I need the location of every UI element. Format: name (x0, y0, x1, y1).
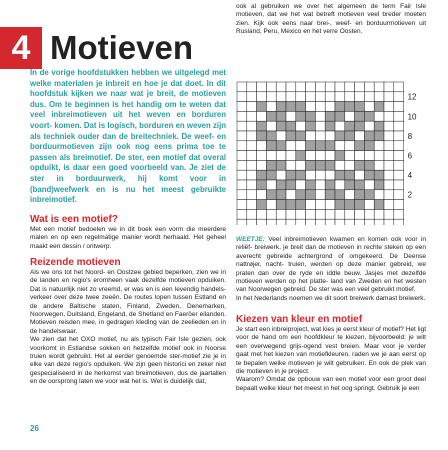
chart-cell (374, 131, 384, 141)
chart-cell (306, 121, 316, 131)
chart-cell (276, 151, 286, 161)
chart-cell (247, 200, 257, 210)
chart-cell (355, 160, 365, 170)
chart-cell (335, 111, 345, 121)
chart-cell (355, 102, 365, 112)
chart-cell (266, 219, 276, 225)
chart-cell (315, 190, 325, 200)
chart-cell (306, 170, 316, 180)
chart-cell (296, 131, 306, 141)
intro-text: In de vorige hoofdstukken hebben we uitgelegd met welke materialen je inbreit en hoe je dat doet. In dit hoofdstuk kijken we naar wat je breit, de motieven dus. Om te beginnen is het handig om te weten dat veel inbreimotieven uit het weven en borduren voort- komen. Dat is logisch, borduren en weven zijn als techniek ouder dan de breitechniek. De weef- en borduurmotieven zijn ook nog eens prima toe te passen als breimotief. De ster, een motief dat overal opduikt, is daar een goed voorbeeld van. Je ziet de ster in borduurwerk, hij komt voor in (band)weefwerk en is nu het meest gebruikte inbreimotief. (30, 68, 226, 205)
chart-cell (394, 111, 404, 121)
chart-cell (286, 92, 296, 102)
chart-cell (364, 121, 374, 131)
chart-cell (237, 160, 247, 170)
chart-cell (315, 160, 325, 170)
chart-cell (325, 160, 335, 170)
chart-cell (355, 209, 365, 219)
chart-cell (276, 82, 286, 92)
chart-cell (247, 160, 257, 170)
chart-cell (325, 219, 335, 225)
chart-cell (374, 180, 384, 190)
chart-cell (374, 190, 384, 200)
chart-cell (315, 219, 325, 225)
chart-cell (364, 160, 374, 170)
section-heading-choosing-color: Kiezen van kleur en motief (236, 314, 363, 325)
row-label: 8 (407, 131, 413, 141)
chart-cell (247, 102, 257, 112)
chart-cell (266, 141, 276, 151)
chart-cell (247, 190, 257, 200)
chart-cell (306, 160, 316, 170)
chart-cell (257, 160, 267, 170)
chart-cell (345, 131, 355, 141)
chart-cell (266, 131, 276, 141)
chart-cell (384, 82, 394, 92)
chart-cell (296, 141, 306, 151)
chart-cell (296, 219, 306, 225)
chart-cell (257, 190, 267, 200)
chart-cell (237, 151, 247, 161)
chart-cell (247, 82, 257, 92)
chart-cell (286, 131, 296, 141)
chart-cell (325, 102, 335, 112)
chart-cell (266, 102, 276, 112)
chart-cell (364, 200, 374, 210)
chart-cell (335, 151, 345, 161)
chart-cell (335, 121, 345, 131)
section-heading-traveling-motifs: Reizende motieven (30, 257, 121, 268)
chart-cell (315, 200, 325, 210)
section-what-is-motif-text (30, 226, 226, 251)
chart-cell (374, 151, 384, 161)
chart-cell (355, 170, 365, 180)
chart-cell (286, 190, 296, 200)
chart-cell (325, 180, 335, 190)
chart-cell (247, 92, 257, 102)
chart-cell (345, 200, 355, 210)
chart-cell (345, 180, 355, 190)
row-label: 4 (407, 171, 413, 181)
chart-cell (266, 151, 276, 161)
motif-chart (235, 80, 431, 225)
chart-cell (237, 209, 247, 219)
chart-cell (345, 92, 355, 102)
chart-cell (247, 170, 257, 180)
chart-cell (257, 151, 267, 161)
chart-cell (296, 111, 306, 121)
chart-cell (384, 131, 394, 141)
chart-cell (247, 141, 257, 151)
page-number: 26 (30, 424, 39, 433)
tip-text: Veel inbreimotieven kwamen en komen ook voor in reliëf- breiwerk, je breit dan de motieven in rechte steken op een averecht gebreide achtergrond of omgekeerd. De Deense nattrøjer, nacht- truien, werden op deze manier gebreid, we praten dan over de ryde en iddle beuw. Jasjes met dezelfde motieven werden op het platte- land van Zweden en het westen van Noorwegen gebreid. De ster was een veel gebruikt motief. (236, 236, 426, 294)
tip-box (236, 236, 426, 303)
chart-cell (335, 82, 345, 92)
chart-cell (394, 160, 404, 170)
chart-cell (364, 131, 374, 141)
chart-cell (315, 209, 325, 219)
chart-cell (286, 102, 296, 112)
chart-cell (335, 131, 345, 141)
chart-cell (247, 111, 257, 121)
chart-cell (384, 121, 394, 131)
chart-cell (315, 121, 325, 131)
section-heading-what-is-motif: Wat is een motief? (30, 214, 118, 225)
chart-cell (286, 121, 296, 131)
chart-cell (384, 160, 394, 170)
chart-cell (296, 170, 306, 180)
chart-cell (394, 209, 404, 219)
chart-cell (257, 131, 267, 141)
row-label: 12 (407, 92, 417, 102)
chart-cell (315, 151, 325, 161)
chart-cell (266, 121, 276, 131)
chart-cell (306, 180, 316, 190)
chart-cell (315, 111, 325, 121)
chart-cell (355, 141, 365, 151)
chart-cell (384, 111, 394, 121)
chart-cell (306, 111, 316, 121)
chart-cell (276, 200, 286, 210)
chart-cell (286, 200, 296, 210)
chart-cell (257, 111, 267, 121)
chart-cell (257, 141, 267, 151)
chart-cell (296, 92, 306, 102)
chart-cell (247, 151, 257, 161)
paragraph: Als we ons tot het Noord- en Oostzee gebied beperken, zien we in de landen en regio's eromheen vaak dezelfde motieven opduiken. Dat is natuurlijk niet zo vreemd, er was en is een levendig handels- verkeer over deze twee zeeën. De routes lopen tussen Estland en de andere Baltische staten, Finland, Zweden, Denemarken, Noorwegen, Duitsland, Engeland, de Shetland en Faeröer eilanden. Motieven reisden mee, in gedragen kleding van de zeelieden en in de handelswaar. (30, 269, 226, 335)
chart-cell (384, 102, 394, 112)
row-label: 6 (407, 151, 413, 161)
chart-cell (394, 151, 404, 161)
chart-cell (237, 200, 247, 210)
chart-cell (276, 190, 286, 200)
chart-cell (237, 102, 247, 112)
chart-cell (286, 170, 296, 180)
chart-cell (315, 102, 325, 112)
chart-cell (345, 170, 355, 180)
chart-cell (345, 151, 355, 161)
chart-cell (364, 190, 374, 200)
chart-cell (266, 200, 276, 210)
chart-cell (374, 121, 384, 131)
chart-cell (325, 121, 335, 131)
chart-cell (325, 151, 335, 161)
chart-cell (237, 111, 247, 121)
chapter-number: 4 (0, 27, 42, 69)
chart-cell (384, 180, 394, 190)
chart-cell (345, 111, 355, 121)
chart-cell (276, 111, 286, 121)
paragraph: Met een motief bedoelen we in dit boek een vorm die meerdere malen en op een regelmatige manier wordt herhaald. Het geheel maakt een dessin / ontwerp. (30, 226, 226, 250)
chart-cell (374, 200, 384, 210)
chart-cell (374, 170, 384, 180)
chart-cell (335, 209, 345, 219)
chart-cell (306, 141, 316, 151)
chart-cell (266, 190, 276, 200)
chart-cell (276, 121, 286, 131)
chart-cell (296, 160, 306, 170)
chart-cell (237, 190, 247, 200)
chart-cell (335, 200, 345, 210)
chart-cell (247, 209, 257, 219)
chart-cell (335, 170, 345, 180)
chart-cell (286, 151, 296, 161)
chart-cell (296, 209, 306, 219)
chart-cell (237, 82, 247, 92)
chart-cell (374, 92, 384, 102)
chart-cell (237, 219, 247, 225)
chart-cell (315, 92, 325, 102)
chart-cell (247, 121, 257, 131)
chart-cell (384, 200, 394, 210)
chart-cell (276, 160, 286, 170)
chart-cell (266, 170, 276, 180)
chart-cell (394, 131, 404, 141)
chart-cell (306, 209, 316, 219)
chart-cell (325, 209, 335, 219)
chart-cell (335, 180, 345, 190)
paragraph: In het Nederlands noemen we dit soort breiwerk damast breiwerk. (236, 294, 426, 302)
chart-cell (325, 190, 335, 200)
tip-label: WEETJE: (236, 236, 265, 243)
right-column-top-text (236, 3, 426, 37)
chart-cell (286, 180, 296, 190)
chart-cell (394, 102, 404, 112)
chart-cell (394, 170, 404, 180)
chart-cell (355, 82, 365, 92)
section-traveling-motifs-text (30, 269, 226, 387)
chart-cell (374, 219, 384, 225)
chart-cell (266, 160, 276, 170)
chart-cell (276, 170, 286, 180)
chart-cell (355, 121, 365, 131)
chart-cell (276, 92, 286, 102)
chart-cell (237, 121, 247, 131)
chart-cell (355, 190, 365, 200)
chart-cell (345, 121, 355, 131)
chart-cell (335, 92, 345, 102)
chart-cell (257, 200, 267, 210)
chart-cell (394, 82, 404, 92)
section-choosing-color-text (236, 326, 426, 393)
chart-cell (394, 121, 404, 131)
chart-cell (296, 151, 306, 161)
chart-cell (394, 180, 404, 190)
chart-cell (335, 102, 345, 112)
chart-cell (355, 200, 365, 210)
row-label: 10 (407, 112, 417, 122)
chart-cell (296, 102, 306, 112)
paragraph: We zien dat het OXO motief, nu als typisch Fair Isle gezien, ook voorkomt in Estlandse sokken en hetzelfde motief ook in Noorse truien wordt gebruikt. Het al eerder genoemde ster-motief zie je in elke van deze regio's opduiken. We zijn geen historici en zeker niet gespecialiseerd in de herkomst van breimotieven, dus de jaartallen en de oorsprong laten we voor wat het is. Wel is duidelijk dat, (30, 336, 226, 386)
chart-cell (247, 180, 257, 190)
chart-cell (394, 141, 404, 151)
chart-cell (325, 200, 335, 210)
chart-cell (296, 190, 306, 200)
chart-cell (364, 92, 374, 102)
chart-cell (335, 141, 345, 151)
chart-cell (325, 82, 335, 92)
chart-cell (345, 219, 355, 225)
chart-cell (335, 160, 345, 170)
chart-cell (286, 141, 296, 151)
chart-cell (296, 180, 306, 190)
chart-cell (364, 209, 374, 219)
chart-cell (355, 131, 365, 141)
chart-cell (266, 111, 276, 121)
chart-cell (276, 209, 286, 219)
chart-cell (394, 200, 404, 210)
chart-cell (355, 111, 365, 121)
chart-cell (306, 190, 316, 200)
chart-cell (257, 121, 267, 131)
chart-cell (374, 111, 384, 121)
chart-cell (364, 180, 374, 190)
chart-cell (315, 170, 325, 180)
chart-cell (296, 200, 306, 210)
chart-cell (266, 82, 276, 92)
chart-cell (335, 219, 345, 225)
chart-cell (237, 92, 247, 102)
chart-cell (276, 131, 286, 141)
chart-cell (306, 219, 316, 225)
chart-cell (257, 82, 267, 92)
chart-cell (325, 92, 335, 102)
chart-cell (384, 170, 394, 180)
chart-cell (286, 209, 296, 219)
paragraph: Waarom? Omdat de opbouw van een motief voor een groot deel bepaalt welke kleur het meest in het oog springt. Gebruik je een (236, 376, 426, 392)
chart-cell (345, 141, 355, 151)
chart-cell (384, 190, 394, 200)
paragraph: Je start een inbreiproject, wat kies je eerst kleur of motief? Het ligt voor de hand om een hoofdkleur te kiezen, bijvoorbeeld: je wilt een overwegend grijs-ogend vest breien. Maar voor je verder gaat met het kiezen van motiefkleuren, raden we je aan eerst op te bepalen welke motieven je wilt gebruiken. En ook de plek van die motieven in je project. (236, 326, 426, 376)
chart-cell (364, 111, 374, 121)
chart-cell (276, 102, 286, 112)
chart-cell (237, 170, 247, 180)
chart-cell (306, 200, 316, 210)
chart-cell (364, 82, 374, 92)
chart-cell (345, 209, 355, 219)
chart-cell (266, 92, 276, 102)
chart-cell (286, 160, 296, 170)
chart-cell (315, 141, 325, 151)
chart-cell (306, 82, 316, 92)
row-label: 2 (407, 190, 413, 200)
chart-cell (355, 151, 365, 161)
chart-cell (276, 141, 286, 151)
chart-cell (257, 92, 267, 102)
chart-cell (315, 180, 325, 190)
chapter-title: Motieven (50, 29, 194, 66)
chart-cell (345, 102, 355, 112)
chart-cell (335, 190, 345, 200)
chart-cell (374, 82, 384, 92)
chart-cell (364, 141, 374, 151)
chart-cell (374, 160, 384, 170)
chart-cell (257, 102, 267, 112)
paragraph: ook al gebruiken we over het algemeen de term Fair Isle motieven, dat we het wat betreft motieven veel breder moeten zien. Kijk ook eens naar brei-, weef- en borduurmotieven uit Rusland, Peru, Mexico en het verre Oosten. (236, 3, 426, 36)
chart-cell (384, 141, 394, 151)
chart-cell (355, 92, 365, 102)
chart-cell (394, 219, 404, 225)
chart-cell (325, 111, 335, 121)
chart-cell (345, 160, 355, 170)
chart-cell (257, 180, 267, 190)
chart-cell (306, 92, 316, 102)
chart-cell (364, 170, 374, 180)
chart-cell (257, 219, 267, 225)
chart-cell (286, 82, 296, 92)
chart-cell (237, 180, 247, 190)
chart-cell (345, 82, 355, 92)
chart-cell (266, 209, 276, 219)
chart-cell (364, 219, 374, 225)
chart-cell (266, 180, 276, 190)
chart-cell (296, 82, 306, 92)
chart-cell (315, 131, 325, 141)
chart-cell (325, 141, 335, 151)
chart-cell (384, 151, 394, 161)
chart-cell (257, 170, 267, 180)
chart-cell (237, 131, 247, 141)
chart-cell (355, 219, 365, 225)
chart-cell (276, 180, 286, 190)
chart-cell (374, 209, 384, 219)
chart-cell (384, 219, 394, 225)
chart-cell (325, 170, 335, 180)
chart-cell (306, 151, 316, 161)
chart-cell (325, 131, 335, 141)
chart-cell (286, 219, 296, 225)
chart-cell (374, 102, 384, 112)
chart-cell (276, 219, 286, 225)
chart-cell (257, 209, 267, 219)
chart-cell (237, 141, 247, 151)
chart-cell (394, 190, 404, 200)
chart-cell (394, 92, 404, 102)
chart-cell (355, 180, 365, 190)
chart-cell (286, 111, 296, 121)
chart-cell (247, 131, 257, 141)
chart-cell (364, 151, 374, 161)
chart-cell (345, 190, 355, 200)
chart-cell (306, 131, 316, 141)
chart-cell (374, 141, 384, 151)
chart-cell (315, 82, 325, 92)
chart-cell (247, 219, 257, 225)
paragraph (236, 236, 426, 295)
chart-cell (384, 209, 394, 219)
chart-cell (306, 102, 316, 112)
chart-cell (384, 92, 394, 102)
chart-cell (296, 121, 306, 131)
chart-cell (364, 102, 374, 112)
